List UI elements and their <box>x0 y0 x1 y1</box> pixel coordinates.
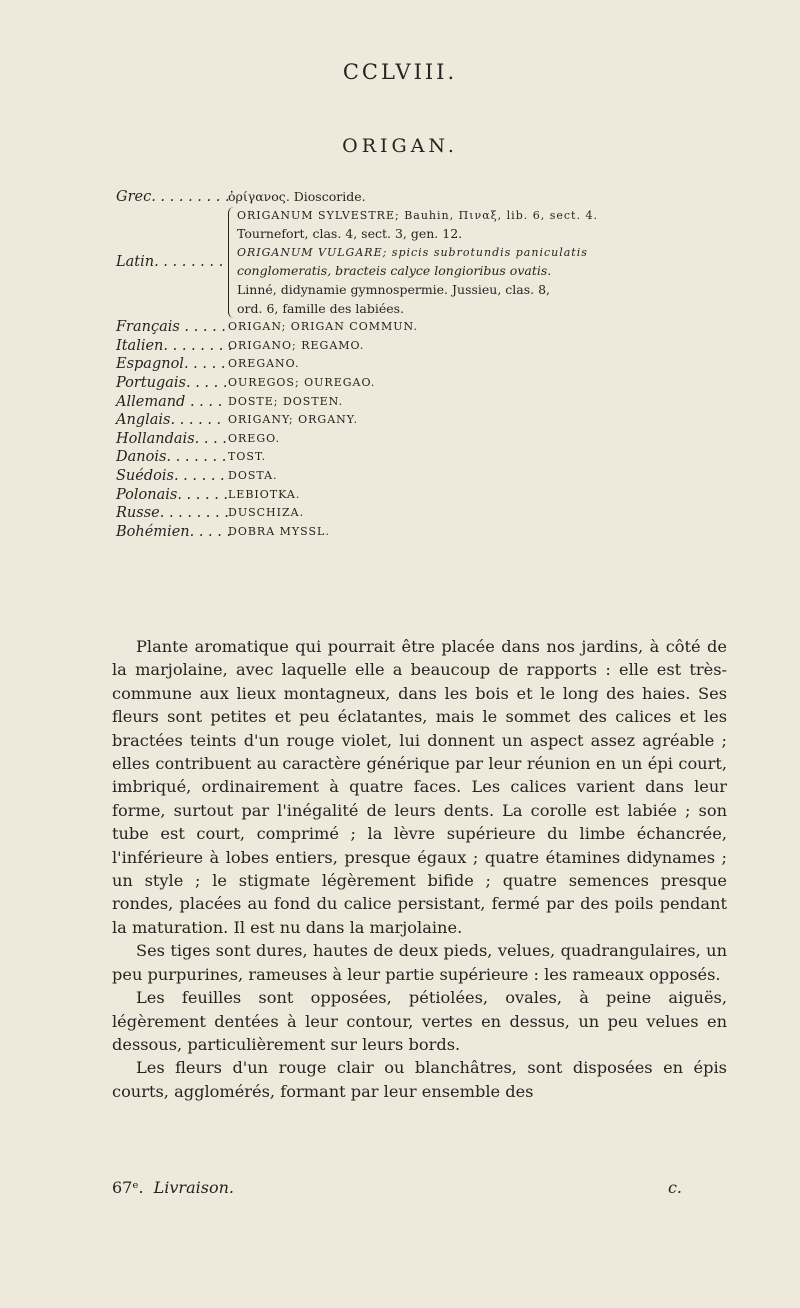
latin-brace-block <box>228 207 756 319</box>
name-row <box>116 430 756 449</box>
name-row <box>116 467 756 486</box>
language-label: Hollandais. . . . <box>116 430 227 447</box>
language-label: Grec. . . . . . . . . <box>116 189 230 205</box>
latin-line: ORIGANUM VULGARE; spicis subrotundis paniculatis <box>237 245 588 259</box>
language-label: Danois. . . . . . . <box>116 449 227 466</box>
paragraph: Ses tiges sont dures, hautes de deux pieds, velues, quadrangulaires, un peu purpurines, rameuses à leur partie supérieure : les rameaux opposés. <box>112 941 727 984</box>
name-row <box>116 318 756 337</box>
name-row <box>116 374 756 393</box>
name-row <box>116 523 756 542</box>
language-label: Français . . . . . <box>116 319 226 336</box>
language-label: Russe. . . . . . . . <box>116 505 229 522</box>
page-footer <box>112 1178 722 1197</box>
language-label: Portugais. . . . . <box>116 374 228 391</box>
name-row <box>116 448 756 467</box>
language-label: Latin. . . . . . . . <box>116 254 224 271</box>
language-label: Polonais. . . . . . <box>116 486 229 503</box>
name-value: DOSTE; DOSTEN. <box>228 394 344 408</box>
language-label: Anglais. . . . . . <box>116 412 222 429</box>
name-row <box>116 393 756 412</box>
livraison-number: 67ᵉ. <box>112 1178 144 1197</box>
language-label: Espagnol. . . . . <box>116 356 226 373</box>
latin-line: Linné, didynamie gymnospermie. Jussieu, clas. 8, <box>237 281 551 297</box>
name-value: OREGO. <box>228 431 280 445</box>
latin-line: ORIGANUM SYLVESTRE; Bauhin, Πιναξ, lib. 6, sect. 4. <box>237 208 598 222</box>
other-names-list <box>116 318 756 541</box>
paragraph: Les feuilles sont opposées, pétiolées, ovales, à peine aiguës, légèrement dentées à leur contour, vertes en dessus, un peu velues en dessous, particulièrement sur leurs bords. <box>112 988 727 1054</box>
name-row <box>116 355 756 374</box>
signature-mark: c. <box>667 1178 682 1197</box>
language-label: Italien. . . . . . . . <box>116 337 233 354</box>
page-title: ORIGAN. <box>342 135 458 157</box>
name-value: ORIGANY; ORGANY. <box>228 413 359 427</box>
name-row <box>116 486 756 505</box>
latin-line: ord. 6, famille des labiées. <box>237 300 405 316</box>
name-value: ὀρίγανος. Dioscoride. <box>228 189 366 204</box>
language-label: Allemand . . . . <box>116 393 223 410</box>
plate-number: CCLVIII. <box>342 60 458 84</box>
latin-line: conglomeratis, bracteis calyce longioribus ovatis. <box>237 263 552 279</box>
language-label: Suédois. . . . . . <box>116 467 225 484</box>
paragraph: Plante aromatique qui pourrait être placée dans nos jardins, à côté de la marjolaine, avec laquelle elle a beaucoup de rapports : elle est très-commune aux lieux montagneux, dans les bois et le long des haies. Ses fleurs sont petites et peu éclatantes, mais le sommet des calices et les bractées teints d'un rouge violet, lui donnent un aspect assez agréable ; elles contribuent au caractère générique par leur réunion en un épi court, imbriqué, ordinairement à quatre faces. Les calices varient dans leur forme, surtout par l'inégalité de leurs dents. La corolle est labiée ; son tube est court, comprimé ; la lèvre supérieure du limbe échancrée, l'inférieure à lobes entiers, presque égaux ; quatre étamines didynames ; un style ; le stigmate légèrement bifide ; quatre semences presque rondes, placées au fond du calice persistant, fermé par des poils pendant la maturation. Il est nu dans la marjolaine. <box>112 637 727 937</box>
name-value: DOSTA. <box>228 468 278 482</box>
name-value: LEBIOTKA. <box>228 487 301 501</box>
name-value: DUSCHIZA. <box>228 506 305 520</box>
name-row <box>116 504 756 523</box>
name-value: DOBRA MYSSL. <box>228 524 330 538</box>
description-text <box>112 635 727 1103</box>
latin-line: Tournefort, clas. 4, sect. 3, gen. 12. <box>237 226 463 242</box>
name-row <box>116 411 756 430</box>
name-value: ORIGAN; ORIGAN COMMUN. <box>228 320 418 334</box>
vernacular-names-table <box>116 188 756 541</box>
paragraph: Les fleurs d'un rouge clair ou blanchâtres, sont disposées en épis courts, agglomérés, formant par leur ensemble des <box>112 1058 727 1101</box>
name-value: OREGANO. <box>228 357 300 371</box>
name-value: TOST. <box>228 450 267 464</box>
language-label: Bohémien. . . . . <box>116 523 232 540</box>
name-value: OUREGOS; OUREGAO. <box>228 375 376 389</box>
name-row-latin <box>116 207 756 319</box>
name-row <box>116 337 756 356</box>
name-value: ORIGANO; REGAMO. <box>228 338 365 352</box>
livraison-label: Livraison. <box>153 1178 234 1197</box>
name-row-grec <box>116 188 756 207</box>
